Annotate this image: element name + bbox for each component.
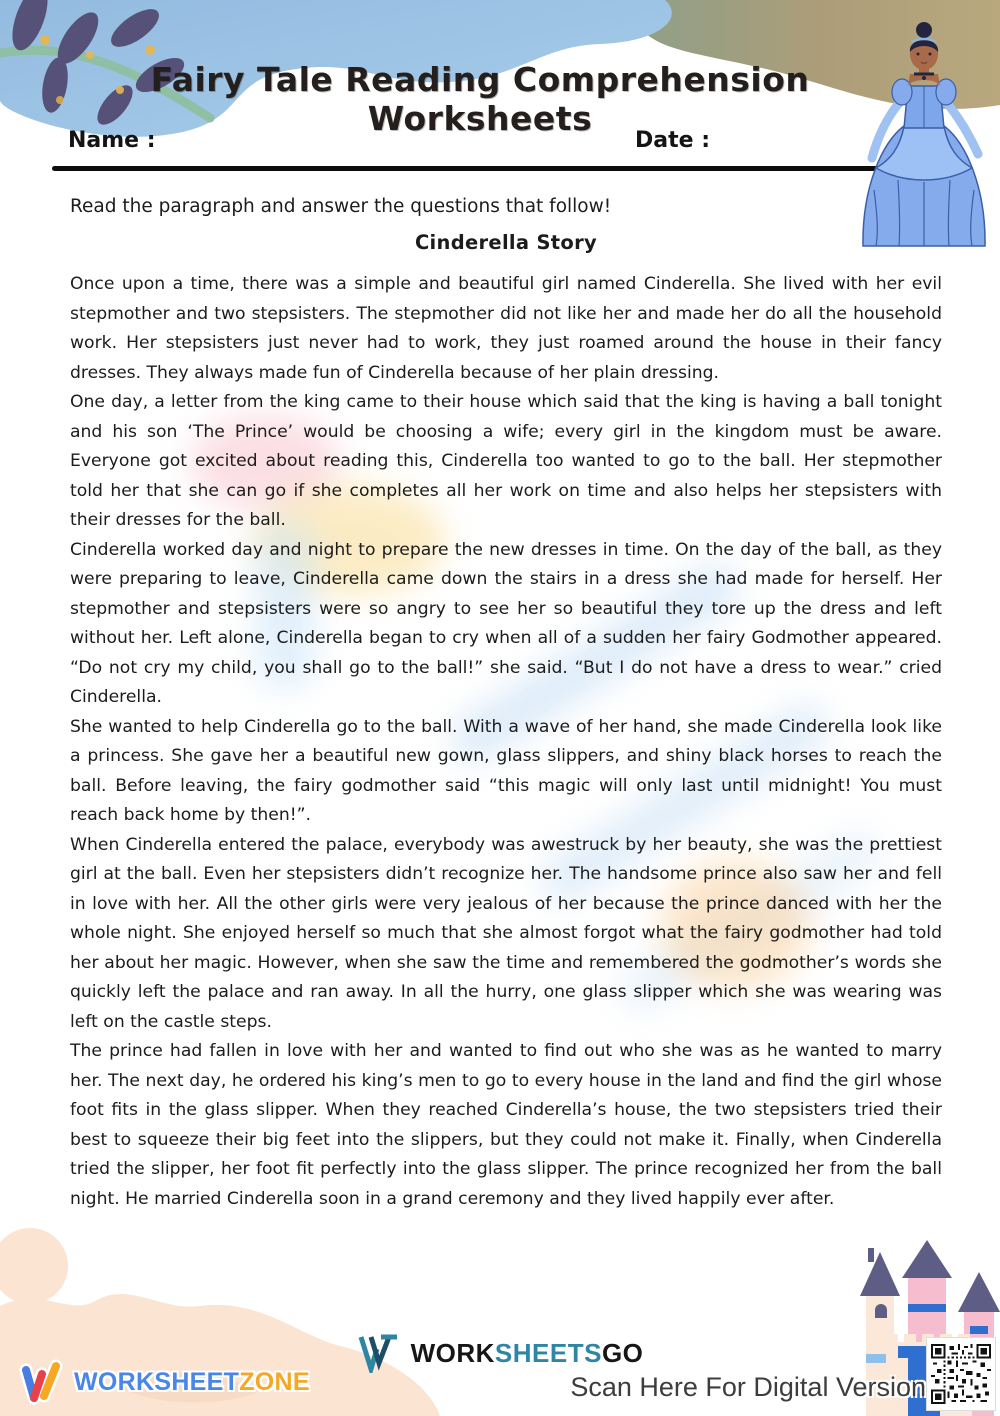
wsgo-work: WORK (410, 1337, 495, 1368)
story-paragraph: She wanted to help Cinderella go to the ball. With a wave of her hand, she made Cinderella look like a princess. She gave her a beautiful new gown, glass slippers, and shiny black horses to reach the ball. Before leaving, the fairy godmother said “this magic will only last until midnight! You must reach back home by then!”. (70, 716, 942, 825)
story-title: Cinderella Story (414, 231, 598, 254)
worksheetsgo-wordmark (411, 1338, 644, 1369)
cinderella-illustration (848, 20, 998, 248)
header-divider (52, 166, 882, 171)
story-paragraph: The prince had fallen in love with her and wanted to find out who she was as he wanted to marry her. The next day, he ordered his king’s men to go to every house in the land and find the girl whose foot fits in the glass slipper. When they reached Cinderella’s house, the two stepsisters tried their best to squeeze their big feet into the slippers, but they could not make it. Finally, when Cinderella tried the slipper, her foot fit perfectly into the glass slipper. The prince recognized her from the ball night. He married Cinderella soon in a grand ceremony and they lived happily ever after. (70, 1041, 942, 1209)
wszone-worksheet: WORKSHEET (74, 1367, 240, 1396)
page-title: Fairy Tale Reading Comprehension Worksheets (150, 60, 810, 138)
story-body (70, 270, 942, 1214)
worksheetzone-wordmark (74, 1368, 310, 1397)
scan-here-text: Scan Here For Digital Version (570, 1372, 926, 1402)
story-paragraph: When Cinderella entered the palace, everybody was awestruck by her beauty, she was the prettiest girl at the ball. Even her stepsisters didn’t recognize her. The handsome prince also saw her and fell in love with her. All the other girls were very jealous of her because the prince danced with her the whole night. She enjoyed herself so much that she almost forgot what the fairy godmother had told her about her magic. However, when she saw the time and remembered the godmother’s words she quickly left the palace and ran away. In all the hurry, one glass slipper which she was wearing was left on the castle steps. (70, 834, 942, 1032)
name-label: Name : (68, 128, 156, 153)
wsgo-sheets: SHEETS (494, 1337, 602, 1368)
wszone-zone: ZONE (239, 1367, 310, 1396)
story-paragraph: Cinderella worked day and night to prepare the new dresses in time. On the day of the ball, as they were preparing to leave, Cinderella came down the stairs in a dress she had made for herself. Her stepmother and stepsisters were so angry to see her so beautiful they tore up the dress and left without her. Left alone, Cinderella began to cry when all of a sudden her fairy Godmother appeared. “Do not cry my child, you shall go to the ball!” she said. “But I do not have a dress to wear.” cried Cinderella. (70, 539, 942, 707)
qr-code (927, 1338, 995, 1410)
name-date-row (68, 128, 848, 153)
date-label: Date : (635, 128, 711, 153)
instruction-text: Read the paragraph and answer the questions that follow! (70, 196, 612, 217)
w-zigzag-icon (357, 1333, 401, 1373)
wsgo-go: GO (601, 1337, 644, 1368)
worksheetzone-logo (16, 1358, 310, 1406)
story-paragraph: One day, a letter from the king came to their house which said that the king is having a ball tonight and his son ‘The Prince’ would be choosing a wife; every girl in the kingdom must be aware. Everyone got excited about reading this, Cinderella too wanted to go to the ball. Her stepmother told her that she can go if she completes all her work on time and also helps her stepsisters with their dresses for the ball. (70, 392, 942, 530)
story-paragraph: Once upon a time, there was a simple and beautiful girl named Cinderella. She lived with her evil stepmother and two stepsisters. The stepmother did not like her and made her do all the household work. Her stepsisters just never had to work, they just roamed around the house in their fancy dresses. They always made fun of Cinderella because of her plain dressing. (70, 274, 942, 383)
w-tricolor-icon (16, 1358, 68, 1406)
worksheet-content (70, 196, 942, 1214)
